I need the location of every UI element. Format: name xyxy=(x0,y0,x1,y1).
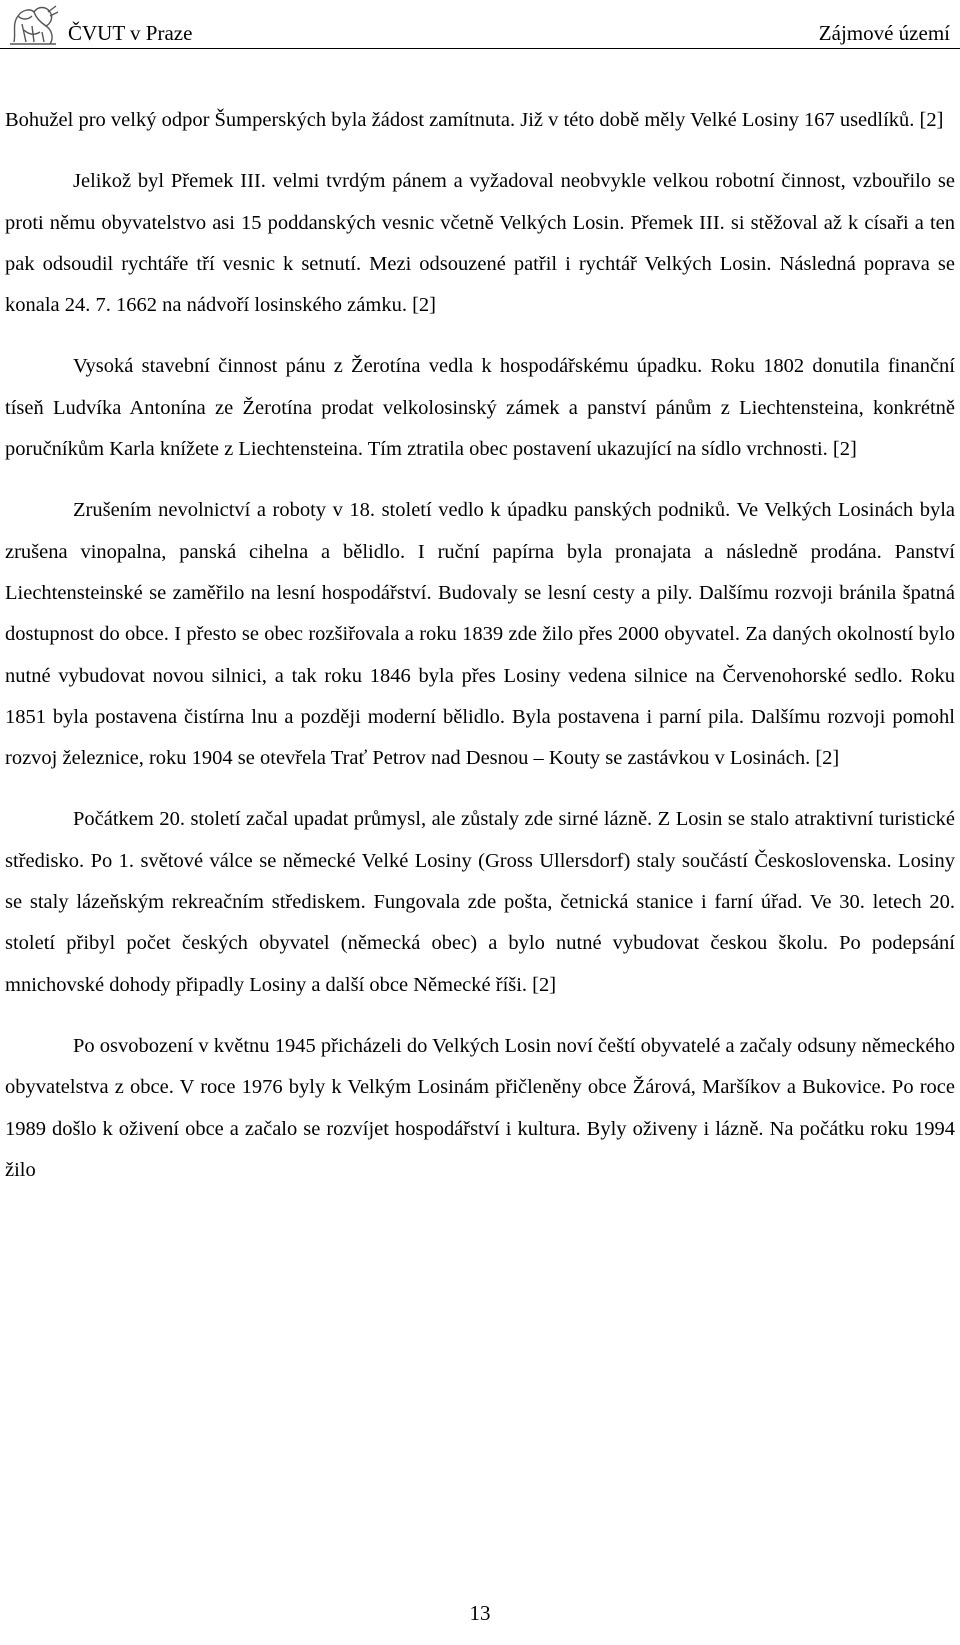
document-body xyxy=(5,100,955,1211)
header-rule xyxy=(0,48,960,49)
paragraph-3: Vysoká stavební činnost pánu z Žerotína vedla k hospodářskému úpadku. Roku 1802 donutila finanční tíseň Ludvíka Antonína ze Žerotína prodat velkolosinský zámek a panství pánům z Liechtensteina, konkrétně poručníkům Karla knížete z Liechtensteina. Tím ztratila obec postavení ukazující na sídlo vrchnosti. [2] xyxy=(5,355,955,461)
page-number: 13 xyxy=(469,1601,491,1625)
page-header xyxy=(0,0,960,56)
header-institution: ČVUT v Praze xyxy=(68,21,193,45)
paragraph-2: Jelikož byl Přemek III. velmi tvrdým pánem a vyžadoval neobvykle velkou robotní činnost, vzbouřilo se proti němu obyvatelstvo asi 15 poddanských vesnic včetně Velkých Losin. Přemek III. si stěžoval až k císaři a ten pak odsoudil rychtáře tří vesnic k setnutí. Mezi odsouzené patřil i rychtář Velkých Losin. Následná poprava se konala 24. 7. 1662 na nádvoří losinského zámku. [2] xyxy=(5,170,955,317)
paragraph-4: Zrušením nevolnictví a roboty v 18. století vedlo k úpadku panských podniků. Ve Velkých Losinách byla zrušena vinopalna, panská cihelna a bělidlo. I ruční papírna byla pronajata a následně prodána. Panství Liechtensteinské se zaměřilo na lesní hospodářství. Budovaly se lesní cesty a pily. Dalšímu rozvoji bránila špatná dostupnost do obce. I přesto se obec rozšiřovala a roku 1839 zde žilo přes 2000 obyvatel. Za daných okolností bylo nutné vybudovat novou silnici, a tak roku 1846 byla přes Losiny vedena silnice na Červenohorské sedlo. Roku 1851 byla postavena čistírna lnu a později moderní bělidlo. Byla postavena i parní pila. Dalšímu rozvoji pomohl rozvoj železnice, roku 1904 se otevřela Trať Petrov nad Desnou – Kouty se zastávkou v Losinách. [2] xyxy=(5,499,955,770)
header-chapter-title: Zájmové území xyxy=(818,21,950,45)
paragraph-6: Po osvobození v květnu 1945 přicházeli do Velkých Losin noví čeští obyvatelé a začaly odsuny německého obyvatelstva z obce. V roce 1976 byly k Velkým Losinám přičleněny obce Žárová, Maršíkov a Bukovice. Po roce 1989 došlo k oživení obce a začalo se rozvíjet hospodářství i kultura. Byly oživeny i lázně. Na počátku roku 1994 žilo xyxy=(5,1034,955,1181)
cvut-lion-logo-icon xyxy=(4,2,62,48)
paragraph-1: Bohužel pro velký odpor Šumperských byla žádost zamítnuta. Již v této době měly Velké Losiny 167 usedlíků. [2] xyxy=(5,109,944,131)
paragraph-5: Počátkem 20. století začal upadat průmysl, ale zůstaly zde sirné lázně. Z Losin se stalo atraktivní turistické středisko. Po 1. světové válce se německé Velké Losiny (Gross Ullersdorf) staly součástí Československa. Losiny se staly lázeňským rekreačním střediskem. Fungovala zde pošta, četnická stanice i farní úřad. Ve 30. letech 20. století přibyl počet českých obyvatel (německá obec) a bylo nutné vybudovat českou školu. Po podepsání mnichovské dohody připadly Losiny a další obce Německé říši. [2] xyxy=(5,808,955,996)
